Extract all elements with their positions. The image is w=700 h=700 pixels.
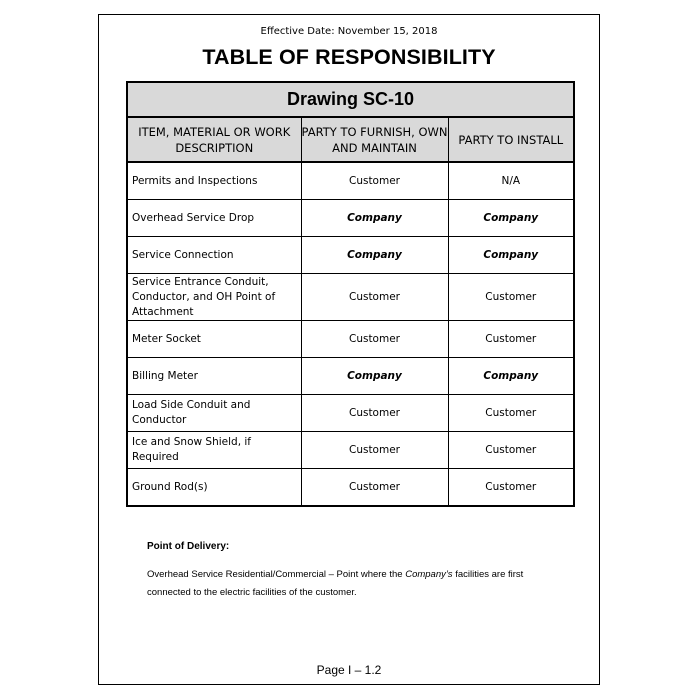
- item-description-cell: Service Entrance Conduit, Conductor, and OH Point of Attachment: [127, 274, 301, 321]
- header-row: [127, 117, 574, 162]
- page-title: TABLE OF RESPONSIBILITY: [202, 45, 496, 69]
- table-row: [127, 358, 574, 395]
- item-description-cell: Billing Meter: [127, 358, 301, 395]
- point-of-delivery-text: [147, 566, 557, 602]
- table-row: [127, 274, 574, 321]
- table-row: [127, 200, 574, 237]
- install-party-cell: Company: [448, 237, 574, 274]
- item-description-cell: Service Connection: [127, 237, 301, 274]
- furnish-party-cell: Company: [301, 358, 448, 395]
- column-header-install: PARTY TO INSTALL: [448, 117, 574, 162]
- pod-text-emphasis: Company’s: [405, 569, 453, 580]
- column-header-furnish: PARTY TO FURNISH, OWN AND MAINTAIN: [301, 117, 448, 162]
- pod-text-after: facilities are first connected to the electric facilities of the customer.: [147, 569, 524, 598]
- install-party-cell: Customer: [448, 432, 574, 469]
- install-party-cell: Company: [448, 200, 574, 237]
- furnish-party-cell: Customer: [301, 162, 448, 200]
- responsibility-table: [126, 81, 575, 507]
- table-row: [127, 395, 574, 432]
- table-row: [127, 162, 574, 200]
- table-row: [127, 321, 574, 358]
- item-description-cell: Permits and Inspections: [127, 162, 301, 200]
- table-row: [127, 469, 574, 507]
- point-of-delivery-heading: Point of Delivery:: [147, 541, 230, 552]
- furnish-party-cell: Customer: [301, 274, 448, 321]
- item-description-cell: Overhead Service Drop: [127, 200, 301, 237]
- install-party-cell: Customer: [448, 274, 574, 321]
- effective-date: Effective Date: November 15, 2018: [260, 26, 438, 37]
- furnish-party-cell: Customer: [301, 395, 448, 432]
- install-party-cell: Customer: [448, 321, 574, 358]
- item-description-cell: Load Side Conduit and Conductor: [127, 395, 301, 432]
- item-description-cell: Ice and Snow Shield, if Required: [127, 432, 301, 469]
- item-description-cell: Meter Socket: [127, 321, 301, 358]
- install-party-cell: Customer: [448, 469, 574, 507]
- drawing-row: [127, 82, 574, 117]
- install-party-cell: Company: [448, 358, 574, 395]
- furnish-party-cell: Customer: [301, 432, 448, 469]
- column-header-item: ITEM, MATERIAL OR WORK DESCRIPTION: [127, 117, 301, 162]
- furnish-party-cell: Company: [301, 200, 448, 237]
- table-row: [127, 237, 574, 274]
- furnish-party-cell: Customer: [301, 321, 448, 358]
- page-number: Page I – 1.2: [316, 663, 382, 677]
- install-party-cell: N/A: [448, 162, 574, 200]
- pod-text-before: Overhead Service Residential/Commercial – Point where the: [147, 569, 406, 580]
- table-row: [127, 432, 574, 469]
- item-description-cell: Ground Rod(s): [127, 469, 301, 507]
- furnish-party-cell: Customer: [301, 469, 448, 507]
- furnish-party-cell: Company: [301, 237, 448, 274]
- document-page: [98, 14, 600, 685]
- drawing-title: Drawing SC-10: [127, 82, 574, 117]
- install-party-cell: Customer: [448, 395, 574, 432]
